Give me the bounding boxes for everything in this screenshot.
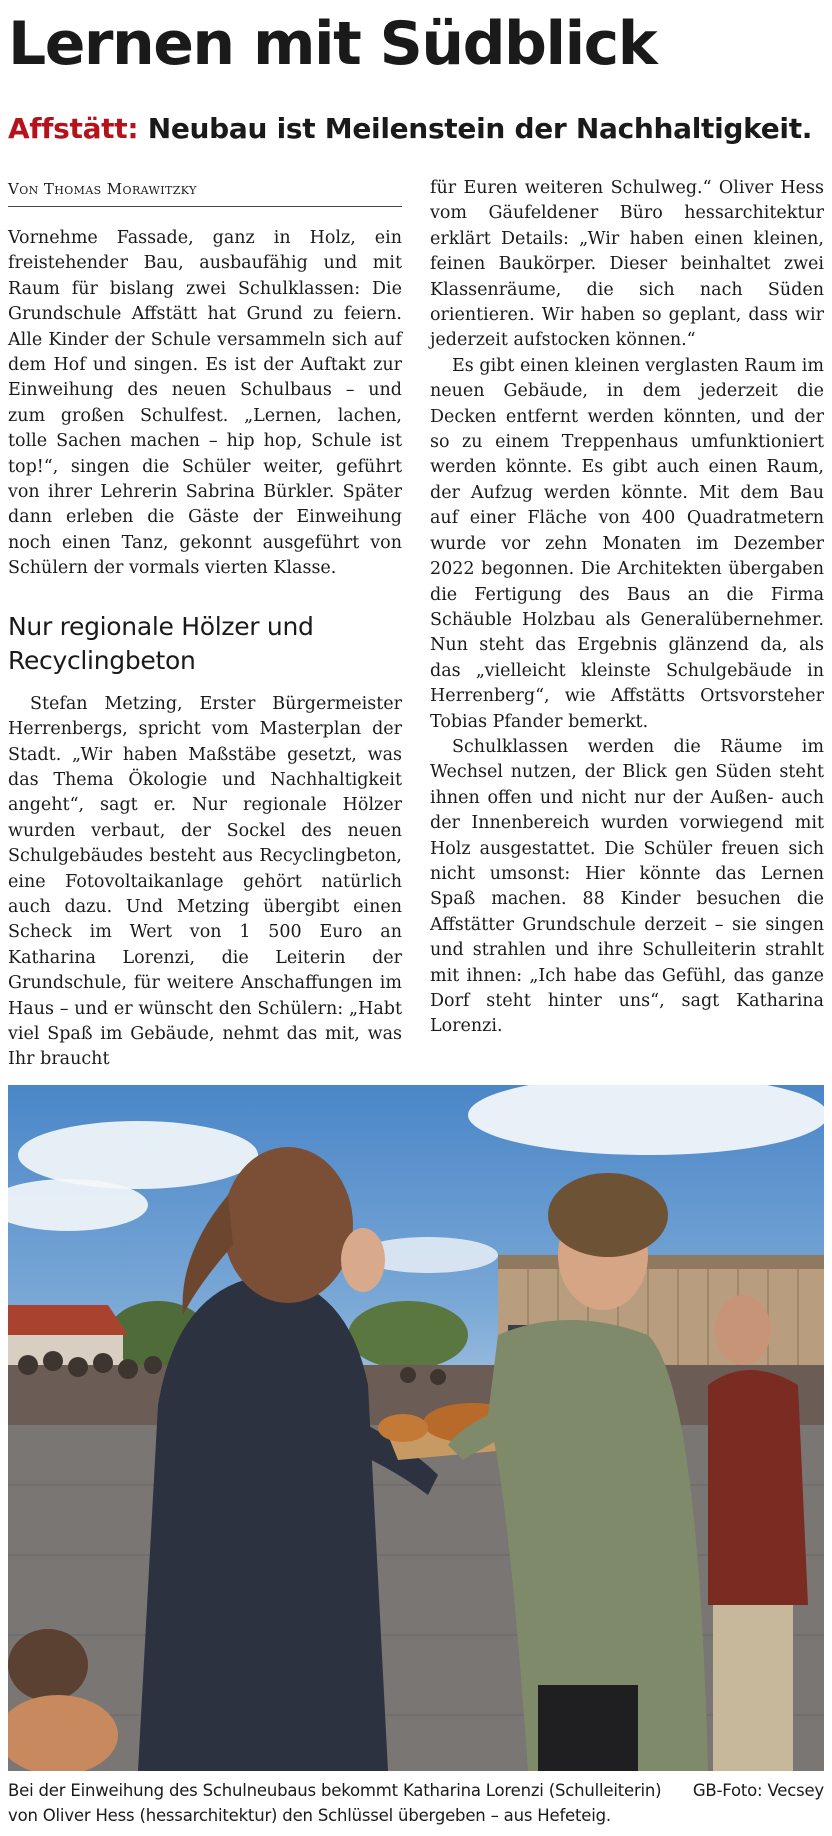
byline: Von Thomas Morawitzky xyxy=(8,180,197,198)
subhead-text: Neubau ist Meilenstein der Nachhaltigkeit. xyxy=(138,112,813,145)
paragraph-hess: für Euren weiteren Schulweg.“ Oliver Hess vom Gäufeldener Büro hessarchitektur erklärt Details: „Wir haben einen kleinen, feinen Baukörper. Dieser beinhaltet zwei Klassenräume, die sich nach Süden orientieren. Wir haben so geplant, dass wir jederzeit aufstocken können.“ xyxy=(430,178,824,351)
subhead-place: Affstätt: xyxy=(8,112,139,145)
photo-illustration xyxy=(8,1085,824,1771)
caption-text: Bei der Einweihung des Schulneubaus bekommt Katharina Lorenzi (Schulleiterin) von Oliver Hess (hessarchitektur) den Schlüssel übergeben – aus Hefeteig. xyxy=(8,1781,662,1825)
crosshead: Nur regionale Hölzer und Recyclingbeton xyxy=(8,611,314,675)
photo-credit: GB-Foto: Vecsey xyxy=(692,1781,824,1800)
byline-divider xyxy=(8,206,402,207)
paragraph-intro: Vornehme Fassade, ganz in Holz, ein freistehender Bau, ausbaufähig und mit Raum für bislang zwei Schulklassen: Die Grundschule Affstätt hat Grund zu feiern. Alle Kinder der Schule versammeln sich auf dem Hof und singen. Es ist der Auftakt zur Einweihung des neuen Schulbaus – und zum großen Schulfest. „Lernen, lachen, tolle Sachen machen – hip hop, Schule ist top!“, singen die Schüler weiter, geführt von ihrer Lehrerin Sabrina Bürkler. Später dann erleben die Gäste der Einweihung noch einen Tanz, gekonnt ausgeführt von Schülern der vormals vierten Klasse. xyxy=(8,228,402,579)
article-photo xyxy=(8,1085,824,1771)
paragraph-building: Es gibt einen kleinen verglasten Raum im neuen Gebäude, in dem jederzeit die Decken entfernt werden könnten, und der so zu einem Treppenhaus umfunktioniert werden könnte. Es gibt auch einen Raum, der Aufzug werden könnte. Mit dem Bau auf einer Fläche von 400 Quadratmetern wurde vor zehn Monaten im Dezember 2022 begonnen. Die Architekten übergaben die Fertigung des Baus an die Firma Schäuble Holzbau als Generalübernehmer. Nun steht das Ergebnis glänzend da, als das „vielleicht kleinste Schulgebäude in Herrenberg“, wie Affstätts Ortsvorsteher Tobias Pfander bemerkt. xyxy=(430,355,824,732)
photo-caption xyxy=(8,1778,824,1828)
paragraph-classes: Schulklassen werden die Räume im Wechsel nutzen, der Blick gen Süden steht ihnen offen und nicht nur der Außen- auch der Innenbereich wurden vorwiegend mit Holz ausgestattet. Die Schüler freuen sich nicht umsonst: Hier könnte das Lernen Spaß machen. 88 Kinder besuchen die Affstätter Grundschule derzeit – sie singen und strahlen und ihre Schulleiterin strahlt mit ihnen: „Ich habe das Gefühl, das ganze Dorf steht hinter uns“, sagt Katharina Lorenzi. xyxy=(430,736,824,1037)
paragraph-metzing: Stefan Metzing, Erster Bürgermeister Herrenbergs, spricht vom Masterplan der Stadt. „Wir haben Maßstäbe gesetzt, was das Thema Ökologie und Nachhaltigkeit angeht“, sagt er. Nur regionale Hölzer wurden verbaut, der Sockel des neuen Schulgebäudes besteht aus Recyclingbeton, eine Fotovoltaikanlage gehört natürlich auch dazu. Und Metzing übergibt einen Scheck im Wert von 1 500 Euro an Katharina Lorenzi, die Leiterin der Grundschule, für weitere Anschaffungen im Haus – und er wünscht den Schülern: „Habt viel Spaß im Gebäude, nehmt das mit, was Ihr braucht xyxy=(8,693,402,1070)
article-column-right xyxy=(430,176,824,1040)
article-column-left xyxy=(8,226,402,1073)
subheadline xyxy=(8,108,824,150)
headline: Lernen mit Südblick xyxy=(8,9,657,79)
